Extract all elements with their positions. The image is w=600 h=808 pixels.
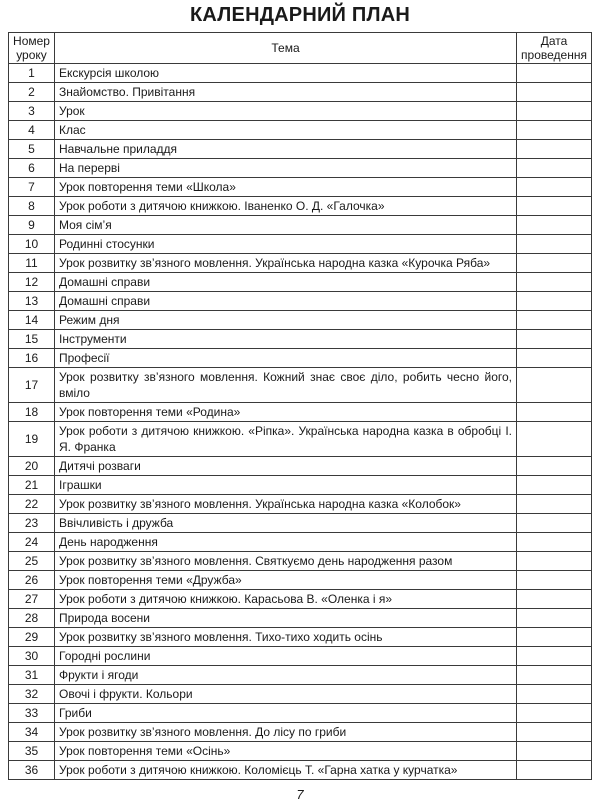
lesson-date-cell <box>517 121 592 140</box>
table-row <box>9 704 592 723</box>
lesson-number-cell: 16 <box>9 349 55 368</box>
lesson-date-cell <box>517 273 592 292</box>
lesson-topic-cell: Урок розвитку зв’язного мовлення. Святкуємо день народження разом <box>55 552 517 571</box>
lesson-number-cell: 25 <box>9 552 55 571</box>
table-row <box>9 647 592 666</box>
table-row <box>9 197 592 216</box>
lesson-topic-cell: Урок розвитку зв’язного мовлення. Кожний знає своє діло, робить чесно його, вміло <box>55 368 517 403</box>
lesson-topic-cell: Урок розвитку зв’язного мовлення. Українська народна казка «Курочка Ряба» <box>55 254 517 273</box>
lesson-number-cell: 34 <box>9 723 55 742</box>
table-row <box>9 685 592 704</box>
lesson-number-cell: 8 <box>9 197 55 216</box>
lesson-topic-cell: На перерві <box>55 159 517 178</box>
lesson-topic-cell: День народження <box>55 533 517 552</box>
table-row <box>9 571 592 590</box>
lesson-number-cell: 35 <box>9 742 55 761</box>
table-row <box>9 742 592 761</box>
table-row <box>9 666 592 685</box>
table-row <box>9 330 592 349</box>
lesson-number-cell: 18 <box>9 403 55 422</box>
table-row <box>9 476 592 495</box>
lesson-topic-cell: Клас <box>55 121 517 140</box>
table-row <box>9 609 592 628</box>
lesson-date-cell <box>517 571 592 590</box>
lesson-date-cell <box>517 368 592 403</box>
lesson-number-cell: 10 <box>9 235 55 254</box>
lesson-date-cell <box>517 609 592 628</box>
lesson-date-cell <box>517 235 592 254</box>
lesson-date-cell <box>517 178 592 197</box>
lesson-topic-cell: Урок повторення теми «Осінь» <box>55 742 517 761</box>
lesson-number-cell: 21 <box>9 476 55 495</box>
lesson-date-cell <box>517 628 592 647</box>
lesson-topic-cell: Урок розвитку зв’язного мовлення. Українська народна казка «Колобок» <box>55 495 517 514</box>
lesson-number-cell: 20 <box>9 457 55 476</box>
table-row <box>9 64 592 83</box>
calendar-plan-table <box>8 32 592 780</box>
lesson-topic-cell: Фрукти і ягоди <box>55 666 517 685</box>
lesson-topic-cell: Домашні справи <box>55 292 517 311</box>
lesson-date-cell <box>517 349 592 368</box>
lesson-topic-cell: Гриби <box>55 704 517 723</box>
table-row <box>9 457 592 476</box>
lesson-number-cell: 14 <box>9 311 55 330</box>
lesson-topic-cell: Урок повторення теми «Дружба» <box>55 571 517 590</box>
lesson-date-cell <box>517 685 592 704</box>
lesson-date-cell <box>517 761 592 780</box>
lesson-date-cell <box>517 647 592 666</box>
table-row <box>9 368 592 403</box>
lesson-date-cell <box>517 476 592 495</box>
lesson-date-cell <box>517 330 592 349</box>
lesson-number-cell: 6 <box>9 159 55 178</box>
lesson-date-cell <box>517 254 592 273</box>
table-row <box>9 422 592 457</box>
lesson-number-cell: 32 <box>9 685 55 704</box>
lesson-date-cell <box>517 666 592 685</box>
lesson-number-cell: 1 <box>9 64 55 83</box>
lesson-number-cell: 28 <box>9 609 55 628</box>
table-row <box>9 159 592 178</box>
table-row <box>9 349 592 368</box>
lesson-topic-cell: Професії <box>55 349 517 368</box>
lesson-number-cell: 27 <box>9 590 55 609</box>
table-row <box>9 235 592 254</box>
page-number: 7 <box>296 787 304 802</box>
lesson-topic-cell: Урок повторення теми «Школа» <box>55 178 517 197</box>
lesson-number-cell: 2 <box>9 83 55 102</box>
page-title: КАЛЕНДАРНИЙ ПЛАН <box>190 4 410 26</box>
lesson-date-cell <box>517 292 592 311</box>
table-row <box>9 495 592 514</box>
table-row <box>9 514 592 533</box>
lesson-number-cell: 7 <box>9 178 55 197</box>
lesson-number-cell: 24 <box>9 533 55 552</box>
table-row <box>9 254 592 273</box>
lesson-topic-cell: Овочі і фрукти. Кольори <box>55 685 517 704</box>
lesson-number-cell: 30 <box>9 647 55 666</box>
lesson-date-cell <box>517 742 592 761</box>
lesson-topic-cell: Іграшки <box>55 476 517 495</box>
table-row <box>9 273 592 292</box>
lesson-number-cell: 17 <box>9 368 55 403</box>
lesson-date-cell <box>517 216 592 235</box>
table-row <box>9 761 592 780</box>
lesson-topic-cell: Ввічливість і дружба <box>55 514 517 533</box>
lesson-date-cell <box>517 102 592 121</box>
table-row <box>9 140 592 159</box>
lesson-topic-cell: Інструменти <box>55 330 517 349</box>
table-row <box>9 121 592 140</box>
table-row <box>9 590 592 609</box>
lesson-topic-cell: Моя сім’я <box>55 216 517 235</box>
table-row <box>9 83 592 102</box>
table-row <box>9 533 592 552</box>
table-row <box>9 723 592 742</box>
table-row <box>9 311 592 330</box>
column-header-topic: Тема <box>55 33 517 64</box>
lesson-number-cell: 11 <box>9 254 55 273</box>
table-row <box>9 552 592 571</box>
lesson-topic-cell: Домашні справи <box>55 273 517 292</box>
lesson-date-cell <box>517 140 592 159</box>
lesson-topic-cell: Родинні стосунки <box>55 235 517 254</box>
lesson-topic-cell: Знайомство. Привітання <box>55 83 517 102</box>
lesson-date-cell <box>517 197 592 216</box>
column-header-number: Номер уроку <box>9 33 55 64</box>
lesson-number-cell: 23 <box>9 514 55 533</box>
lesson-date-cell <box>517 422 592 457</box>
column-header-date: Дата проведення <box>517 33 592 64</box>
lesson-topic-cell: Режим дня <box>55 311 517 330</box>
lesson-date-cell <box>517 552 592 571</box>
table-row <box>9 178 592 197</box>
lesson-topic-cell: Урок розвитку зв’язного мовлення. До лісу по гриби <box>55 723 517 742</box>
lesson-number-cell: 33 <box>9 704 55 723</box>
lesson-date-cell <box>517 704 592 723</box>
lesson-number-cell: 3 <box>9 102 55 121</box>
lesson-number-cell: 12 <box>9 273 55 292</box>
lesson-topic-cell: Екскурсія школою <box>55 64 517 83</box>
table-body <box>9 64 592 780</box>
lesson-number-cell: 29 <box>9 628 55 647</box>
table-row <box>9 628 592 647</box>
table-row <box>9 216 592 235</box>
lesson-number-cell: 31 <box>9 666 55 685</box>
lesson-date-cell <box>517 495 592 514</box>
lesson-number-cell: 4 <box>9 121 55 140</box>
lesson-topic-cell: Урок роботи з дитячою книжкою. Іваненко О. Д. «Галочка» <box>55 197 517 216</box>
lesson-number-cell: 26 <box>9 571 55 590</box>
table-row <box>9 292 592 311</box>
table-row <box>9 102 592 121</box>
lesson-topic-cell: Навчальне приладдя <box>55 140 517 159</box>
lesson-topic-cell: Урок роботи з дитячою книжкою. «Ріпка». Українська народна казка в обробці І. Я. Франка <box>55 422 517 457</box>
lesson-number-cell: 9 <box>9 216 55 235</box>
lesson-date-cell <box>517 590 592 609</box>
lesson-date-cell <box>517 533 592 552</box>
lesson-date-cell <box>517 83 592 102</box>
lesson-date-cell <box>517 457 592 476</box>
lesson-date-cell <box>517 64 592 83</box>
table-header-row <box>9 33 592 64</box>
lesson-number-cell: 5 <box>9 140 55 159</box>
lesson-number-cell: 15 <box>9 330 55 349</box>
lesson-topic-cell: Урок повторення теми «Родина» <box>55 403 517 422</box>
lesson-date-cell <box>517 403 592 422</box>
table-row <box>9 403 592 422</box>
lesson-date-cell <box>517 159 592 178</box>
lesson-number-cell: 19 <box>9 422 55 457</box>
lesson-topic-cell: Дитячі розваги <box>55 457 517 476</box>
lesson-number-cell: 22 <box>9 495 55 514</box>
lesson-topic-cell: Городні рослини <box>55 647 517 666</box>
lesson-date-cell <box>517 723 592 742</box>
lesson-number-cell: 13 <box>9 292 55 311</box>
lesson-topic-cell: Урок <box>55 102 517 121</box>
lesson-date-cell <box>517 311 592 330</box>
lesson-topic-cell: Природа восени <box>55 609 517 628</box>
lesson-topic-cell: Урок розвитку зв’язного мовлення. Тихо-тихо ходить осінь <box>55 628 517 647</box>
lesson-date-cell <box>517 514 592 533</box>
lesson-number-cell: 36 <box>9 761 55 780</box>
lesson-topic-cell: Урок роботи з дитячою книжкою. Карасьова В. «Оленка і я» <box>55 590 517 609</box>
lesson-topic-cell: Урок роботи з дитячою книжкою. Коломієць Т. «Гарна хатка у курчатка» <box>55 761 517 780</box>
